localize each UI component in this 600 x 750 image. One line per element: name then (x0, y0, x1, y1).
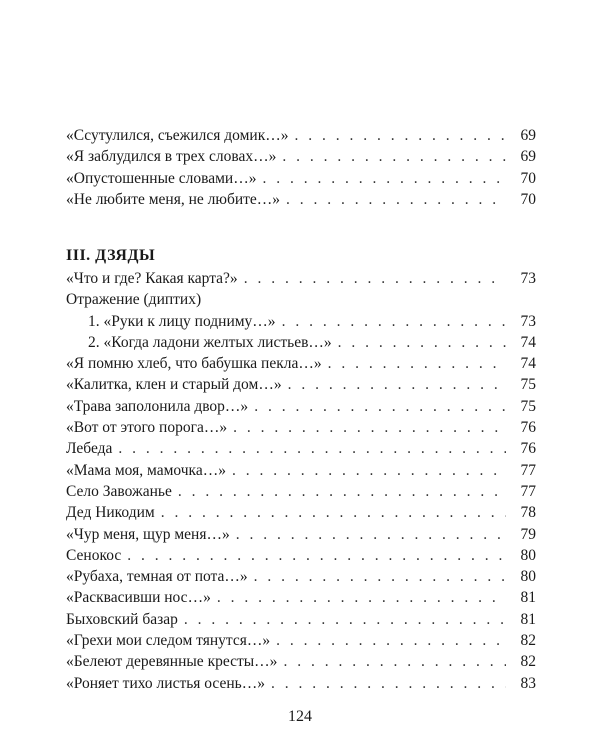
leader-dots (254, 396, 506, 417)
toc-entry-page: 74 (520, 333, 536, 351)
leader-dots (288, 374, 506, 395)
leader-dots (232, 460, 506, 481)
toc-entry-title: «Вот от этого порога…» (66, 419, 228, 437)
toc-entry (66, 146, 536, 167)
leader-dots (282, 146, 506, 167)
toc-entry (66, 651, 536, 672)
toc-entry (66, 417, 536, 438)
toc-entry (66, 353, 536, 374)
toc-entry-page: 76 (520, 440, 536, 458)
toc-entry-page: 81 (520, 610, 536, 628)
leader-dots (184, 609, 506, 630)
leader-dots (338, 332, 506, 353)
toc-section-dzyady (66, 245, 536, 694)
toc-entry (66, 524, 536, 545)
toc-entry (66, 545, 536, 566)
leader-dots (276, 630, 506, 651)
toc-entry-title: «Мама моя, мамочка…» (66, 461, 226, 479)
toc-entry-page: 81 (520, 589, 536, 607)
toc-entry-page: 73 (520, 312, 536, 330)
toc-entry-title: 1. «Руки к лицу подниму…» (88, 312, 276, 330)
leader-dots (244, 268, 506, 289)
toc-entry-title: «Что и где? Какая карта?» (66, 270, 238, 287)
leader-dots (328, 353, 506, 374)
toc-entry-group (66, 289, 536, 310)
toc-entry-title: Отражение (диптих) (66, 291, 202, 309)
toc-entry-title: «Я заблудился в трех словах…» (66, 148, 277, 166)
toc-entry-page: 77 (520, 461, 536, 479)
leader-dots (283, 651, 506, 672)
toc-entry (66, 189, 536, 210)
toc-entry (66, 630, 536, 651)
toc-entry (66, 481, 536, 502)
toc-entry-page: 73 (520, 270, 536, 287)
toc-entry-page: 75 (520, 376, 536, 394)
toc-entry-title: «Белеют деревянные кресты…» (66, 653, 278, 671)
section-heading: III. ДЗЯДЫ (66, 247, 156, 264)
leader-dots (271, 673, 506, 694)
toc-entry-page: 69 (520, 127, 536, 144)
leader-dots (254, 566, 506, 587)
leader-dots (233, 417, 506, 438)
toc-entry (66, 460, 536, 481)
toc-subentry (66, 332, 536, 353)
toc-entry (66, 268, 536, 289)
toc-entry-title: «Не любите меня, не любите…» (66, 190, 281, 208)
toc-entry-page: 80 (520, 546, 536, 564)
toc-entry (66, 673, 536, 694)
leader-dots (161, 502, 506, 523)
leader-dots (178, 481, 506, 502)
toc-entry-title: Село Завожанье (66, 482, 172, 500)
toc-entry-page: 77 (520, 482, 536, 500)
toc-entry-page: 69 (520, 148, 536, 166)
toc-entry-page: 75 (520, 397, 536, 415)
toc-entry-page: 80 (520, 568, 536, 586)
toc-entry-title: «Рубаха, темная от пота…» (66, 568, 248, 586)
leader-dots (217, 587, 506, 608)
toc-entry-title: «Ссутулился, съежился домик…» (66, 127, 289, 144)
toc-entry-page: 78 (520, 504, 536, 522)
toc-entry-page: 83 (520, 674, 536, 692)
toc-entry-title: «Я помню хлеб, что бабушка пекла…» (66, 355, 322, 373)
toc-entry (66, 396, 536, 417)
toc-entry-title: «Расквасивши нос…» (66, 589, 211, 607)
toc-entry-page: 74 (520, 355, 536, 373)
toc-block-continued (66, 125, 536, 210)
toc-entry (66, 502, 536, 523)
leader-dots (262, 168, 506, 189)
toc-entry-title: 2. «Когда ладони желтых листьев…» (88, 333, 332, 351)
leader-dots (118, 438, 506, 459)
toc-entry-title: Лебеда (66, 440, 113, 458)
toc-entry-page: 70 (520, 169, 536, 187)
page-number: 124 (288, 708, 312, 725)
toc-entry-title: «Калитка, клен и старый дом…» (66, 376, 282, 394)
toc-entry-title: «Роняет тихо листья осень…» (66, 674, 265, 692)
toc-entry-title: «Опустошенные словами…» (66, 169, 257, 187)
leader-dots (286, 189, 506, 210)
toc-entry-page: 70 (520, 190, 536, 208)
toc-entry-page: 79 (520, 525, 536, 543)
toc-entry (66, 587, 536, 608)
toc-subentry (66, 311, 536, 332)
toc-entry (66, 374, 536, 395)
toc-entry (66, 438, 536, 459)
toc-entry-title: Сенокос (66, 546, 122, 564)
toc-entry (66, 609, 536, 630)
toc-entry-title: «Трава заполонила двор…» (66, 397, 249, 415)
toc-entry (66, 566, 536, 587)
toc-entry-title: «Грехи мои следом тянутся…» (66, 632, 271, 650)
leader-dots (295, 125, 507, 146)
toc-entry-title: Быховский базар (66, 610, 178, 628)
leader-dots (127, 545, 506, 566)
toc-entry-title: Дед Никодим (66, 504, 155, 522)
toc-entry-page: 76 (520, 419, 536, 437)
toc-entry (66, 125, 536, 146)
toc-entry (66, 168, 536, 189)
leader-dots (282, 311, 506, 332)
leader-dots (236, 524, 506, 545)
toc-entry-title: «Чур меня, щур меня…» (66, 525, 230, 543)
toc-entry-page: 82 (520, 653, 536, 671)
toc-entry-page: 82 (520, 632, 536, 650)
